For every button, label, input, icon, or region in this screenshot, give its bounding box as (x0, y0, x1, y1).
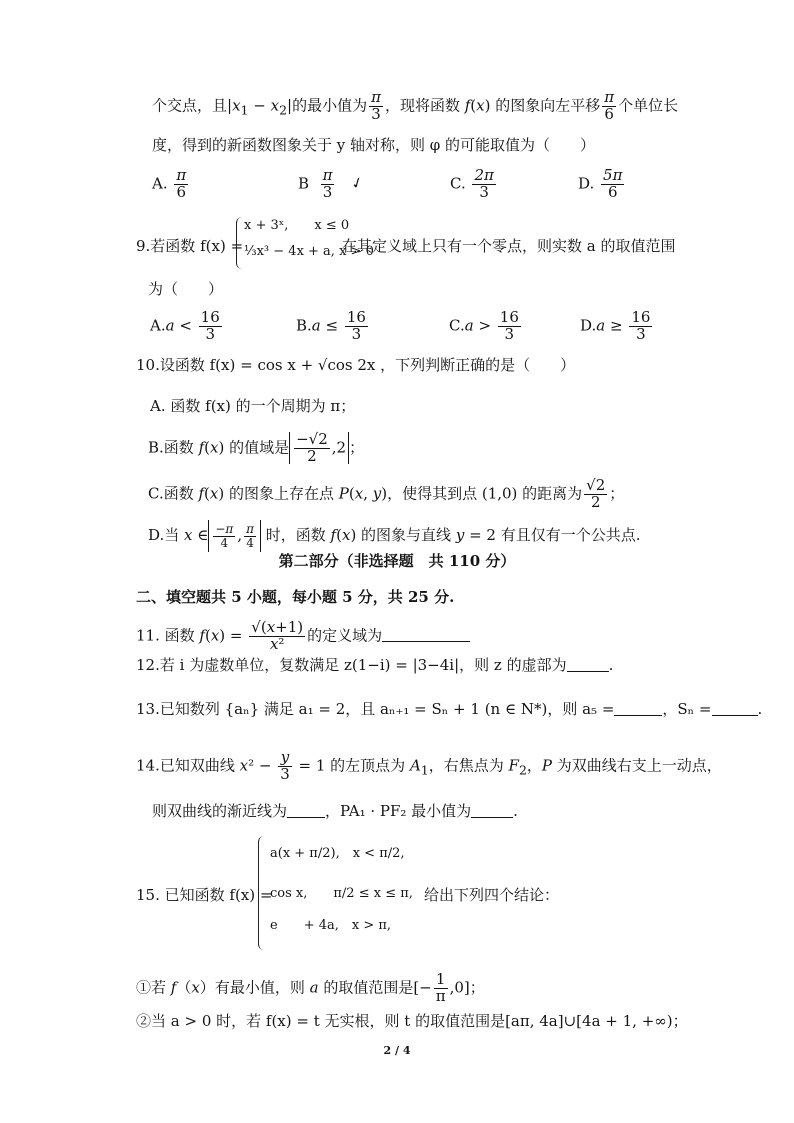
q9-suffix: 在其定义域上只有一个零点，则实数 a 的取值范围 (342, 237, 676, 255)
q9-option-c[interactable]: C.a > $\frac{16}{3}$ (449, 308, 519, 343)
q9-line2: 为（ ） (148, 280, 224, 298)
q9-case1: x + 3ˣ, x ≤ 0 (244, 218, 350, 233)
q15-case2: cos x, π/2 ≤ x ≤ π, (270, 886, 413, 901)
q13: 13.已知数列 {aₙ} 满足 a₁ = 2，且 aₙ₊₁ = Sₙ + 1 (n ∈ N*)，则 a₅ = ，Sₙ = . (136, 700, 763, 718)
q9-brace (236, 217, 243, 269)
q12: 12.若 i 为虚数单位，复数满足 z(1−i) = |3−4i|，则 z 的虚部为 . (136, 656, 614, 674)
q8-option-d[interactable]: D. $\frac{5\pi}{6}$ (578, 166, 623, 201)
q9-case2: ⅓x³ − 4x + a, x > 0 (244, 244, 374, 259)
q10-option-a[interactable]: A. 函数 f(x) 的一个周期为 π； (150, 397, 356, 415)
q13-a5-blank[interactable] (614, 701, 662, 716)
q14-min-blank[interactable] (471, 803, 513, 818)
q15-suffix: 给出下列四个结论： (424, 886, 560, 904)
q8-line1: 个交点，且$|x_1 - x_2|$的最小值为 $\frac{\pi}{3}$ ，现将函数 f(x) 的图象向左平移 $\frac{\pi}{6}$ 个单位长 (152, 88, 679, 123)
q8-option-a[interactable]: A. $\frac{\pi}{6}$ (152, 166, 187, 201)
part2-title: 第二部分（非选择题 共 110 分） (278, 552, 516, 570)
q14-asymptote-blank[interactable] (287, 803, 325, 818)
q8-line2: 度，得到的新函数图象关于 y 轴对称，则 φ 的可能取值为（ ） (152, 136, 596, 154)
q9-prefix: 9.若函数 f(x) = (136, 237, 244, 255)
q15-case3: e + 4a, x > π, (270, 918, 392, 933)
q10-stem: 10.设函数 f(x) = cos x + √cos 2x ，下列判断正确的是（ ） (136, 356, 576, 374)
section2-title: 二、填空题共 5 小题，每小题 5 分，共 25 分. (136, 588, 455, 606)
q12-answer-blank[interactable] (567, 657, 609, 672)
q9-option-d[interactable]: D.a ≥ $\frac{16}{3}$ (580, 308, 651, 343)
q11-answer-blank[interactable] (382, 627, 470, 642)
handwritten-check-mark: ✓ (348, 172, 367, 194)
q9-option-a[interactable]: A.a < $\frac{16}{3}$ (150, 308, 220, 343)
q9-option-b[interactable]: B.a ≤ $\frac{16}{3}$ (296, 308, 366, 343)
q15-conclusion-1: ①若 f（x）有最小值，则 a 的取值范围是[− $\frac{1}{\pi}$ ,0]； (136, 970, 485, 1005)
q15-prefix: 15. 已知函数 f(x) = (136, 886, 273, 904)
q11: 11. 函数 f(x) = $\frac{√(x+1)}{\text{x²}}$ 的定义域为 (136, 620, 470, 653)
q15-conclusion-2: ②当 a > 0 时，若 f(x) = t 无实根，则 t 的取值范围是[aπ, 4a]∪[4a + 1, +∞)； (136, 1012, 688, 1030)
q10-option-d[interactable]: D.当 x ∈ $\frac{-\pi}{4}$ , $\frac{\pi}{4}$ 时，函数 f(x) 的图象与直线 y = 2 有且仅有一个公共点. (148, 520, 641, 552)
q14-line1: 14.已知双曲线 x² − $\frac{y}{3}$ = 1 的左顶点为 $A_1$，右焦点为 $F_2$，P 为双曲线右支上一动点， (136, 748, 722, 783)
page-number: 2 / 4 (383, 1044, 411, 1057)
q15-brace (258, 836, 266, 950)
q8-option-c[interactable]: C. $\frac{2\pi}{3}$ (450, 166, 494, 201)
q15-case1: a(x + π/2), x < π/2, (270, 846, 405, 861)
q14-line2: 则双曲线的渐近线为 ，PA₁ · PF₂ 最小值为 . (152, 802, 518, 820)
q10-option-c[interactable]: C.函数 f(x) 的图象上存在点 P(x, y)，使得其到点 (1,0) 的距离为 $\frac{√2}{2}$ ； (148, 476, 625, 511)
q10-option-b[interactable]: B.函数 f(x) 的值域是 $\frac{-√2}{2}$ ,2 ； (148, 430, 365, 465)
q13-sn-blank[interactable] (712, 701, 758, 716)
q8-option-b[interactable]: B $\frac{\pi}{3}$ ✓ (298, 166, 367, 201)
